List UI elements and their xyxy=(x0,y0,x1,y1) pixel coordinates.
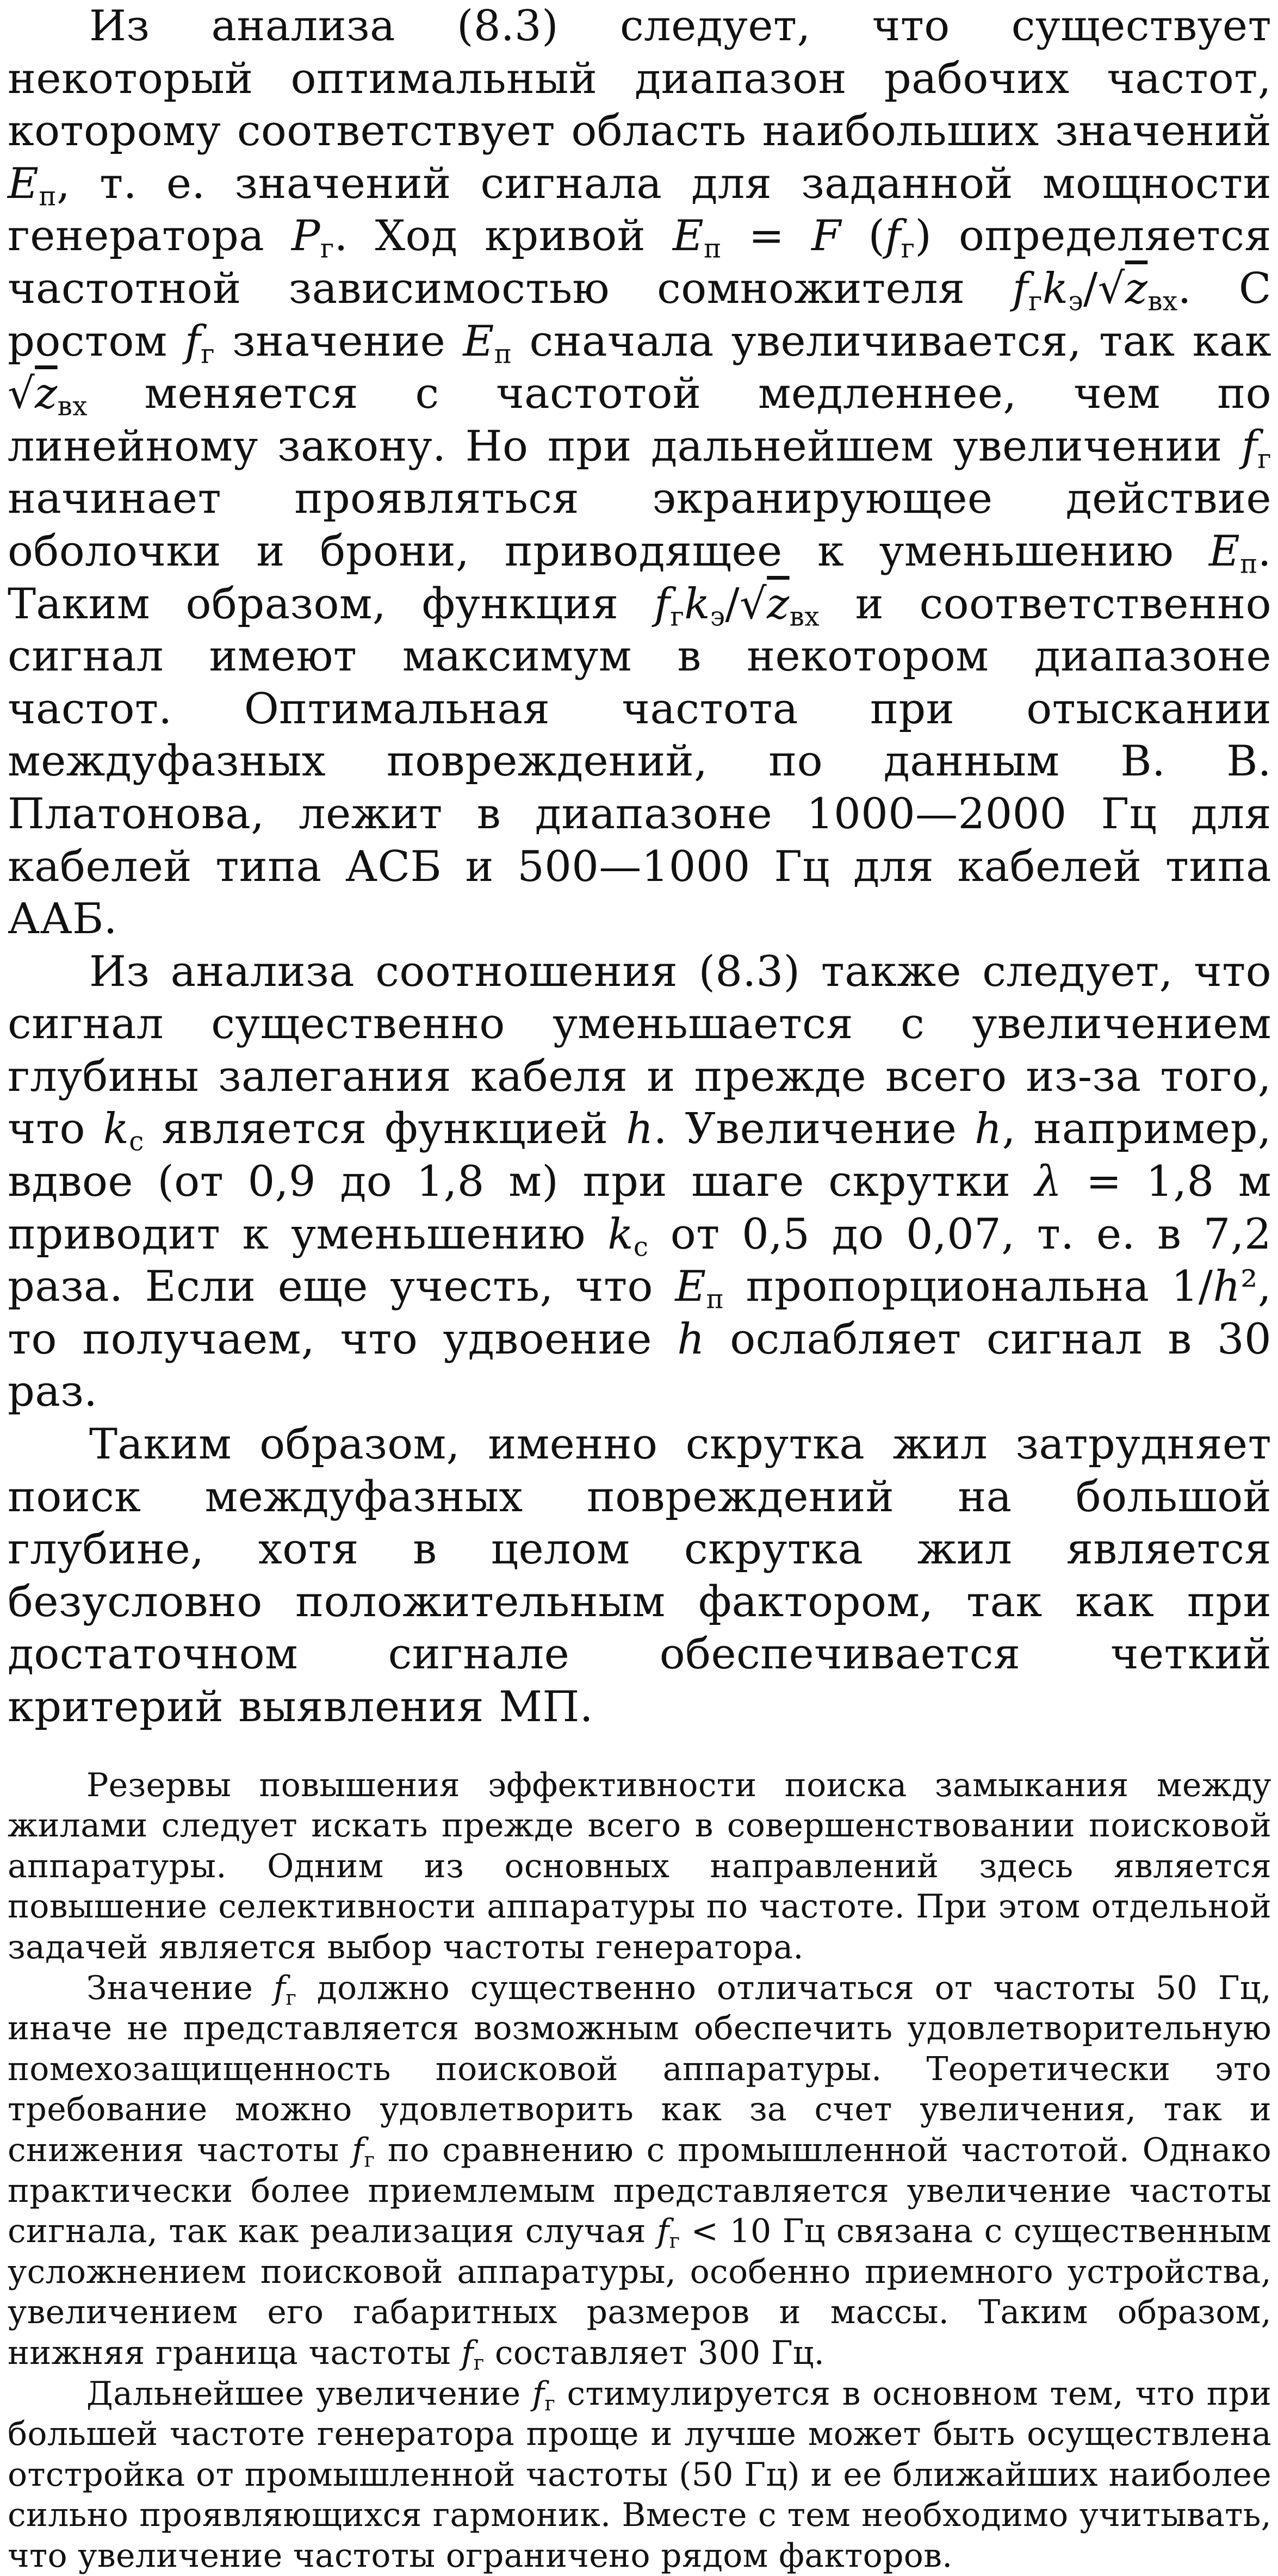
math-symbol: f xyxy=(1013,264,1028,313)
math-symbol: f xyxy=(654,580,670,629)
text-run: < 10 Гц связана с существенным усложнением поисковой аппаратуры, особенно приемного устройства, увеличением его габаритных размеров и массы. Таким образом, нижняя граница частоты xyxy=(8,2212,1271,2372)
text-run: ) определяется частотной зависимостью сомножителя xyxy=(8,212,1271,313)
math-symbol: k xyxy=(684,580,710,629)
subscript: г xyxy=(320,234,334,264)
text-run: = 1,8 м приводит к уменьшению xyxy=(8,1157,1271,1259)
subscript: п xyxy=(706,1284,724,1315)
subscript: г xyxy=(669,2229,680,2253)
math-symbol: λ xyxy=(1035,1157,1062,1206)
math-symbol: f xyxy=(461,2334,474,2372)
text-run: Из анализа (8.3) следует, что существует некоторый оптимальный диапазон рабочих частот, которому соответствует область наибольших значений xyxy=(8,2,1271,156)
subscript: п xyxy=(704,234,722,264)
text-run: составляет 300 Гц. xyxy=(485,2334,825,2372)
math-symbol: h xyxy=(677,1315,705,1364)
text-run: , то получаем, что удвоение xyxy=(8,1262,1271,1364)
text-run: = xyxy=(722,212,811,260)
math-symbol: F xyxy=(811,212,841,260)
subscript: г xyxy=(544,2391,555,2415)
math-symbol: h xyxy=(1213,1262,1241,1311)
text-run: ² xyxy=(1240,1262,1258,1311)
subscript: г xyxy=(286,1985,296,2009)
math-symbol: E xyxy=(8,159,39,208)
text-run: . Ход кривой xyxy=(334,212,673,260)
text-run: , например, вдвое (от 0,9 до 1,8 м) при шаге скрутки xyxy=(8,1104,1271,1206)
math-symbol: f xyxy=(532,2375,545,2413)
subscript: г xyxy=(474,2350,485,2374)
text-run: ( xyxy=(841,212,885,260)
subscript: п xyxy=(494,339,512,369)
paragraph-main-1 xyxy=(8,0,1271,946)
text-run: . С ростом xyxy=(8,264,1271,366)
math-symbol: z xyxy=(767,580,790,629)
subscript: г xyxy=(670,601,684,632)
math-symbol: f xyxy=(885,212,901,260)
math-symbol: h xyxy=(626,1104,654,1153)
text-run: . Увеличение xyxy=(654,1104,975,1153)
text-run: начинает проявляться экранирующее действие оболочки и брони, приводящее к уменьшению xyxy=(8,474,1271,576)
text-run: . Таким образом, функция xyxy=(8,527,1271,629)
subscript: г xyxy=(1257,444,1271,474)
text-run: Резервы повышения эффективности поиска замыкания между жилами следует искать прежде всего в совершенствовании поисковой аппаратуры. Одним из основных направлений здесь является повышение селективности аппаратуры по частоте. При этом отдельной задачей является выбор частоты генератора. xyxy=(8,1766,1271,1966)
math-symbol: E xyxy=(463,317,494,366)
text-run: /√ xyxy=(1083,264,1125,313)
text-run: является функцией xyxy=(144,1104,626,1153)
text-run: и соответственно сигнал имеют максимум в некотором диапазоне частот. Оптимальная частота при отыскании междуфазных повреждений, по данным В. В. Платонова, лежит в диапазоне 1000—2000 Гц для кабелей типа АСБ и 500—1000 Гц для кабелей типа ААБ. xyxy=(8,580,1271,944)
math-symbol: k xyxy=(607,1210,634,1259)
text-run: , т. е. значений сигнала для заданной мощности генератора xyxy=(8,159,1271,261)
text-run: должно существенно отличаться от частоты 50 Гц, иначе не представляется возможным обеспечить удовлетворительную помехозащищенность поисковой аппаратуры. Теоретически это требование можно удовлетворить как за счет увеличения, так и снижения частоты xyxy=(8,1969,1271,2169)
math-symbol: f xyxy=(657,2212,669,2250)
text-run: /√ xyxy=(725,580,767,629)
math-symbol: E xyxy=(1209,527,1240,576)
small-print-block xyxy=(8,1765,1271,2576)
math-symbol: z xyxy=(35,369,58,418)
text-run: меняется с частотой медленнее, чем по линейному закону. Но при дальнейшем увеличении xyxy=(8,369,1271,471)
math-symbol: E xyxy=(673,212,704,260)
paragraph-main-3 xyxy=(8,1418,1271,1734)
paragraph-main-2 xyxy=(8,946,1271,1418)
math-symbol: k xyxy=(1043,264,1069,313)
subscript: п xyxy=(1240,549,1258,579)
math-symbol: P xyxy=(291,212,320,260)
math-symbol: f xyxy=(352,2131,364,2169)
text-run: пропорциональна 1/ xyxy=(724,1262,1213,1311)
subscript: э xyxy=(1068,287,1083,317)
subscript: г xyxy=(201,339,215,369)
subscript: п xyxy=(39,181,57,212)
subscript: вх xyxy=(1147,287,1177,317)
text-run: сначала увеличивается, так как √ xyxy=(8,317,1271,419)
text-run: стимулируется в основном тем, что при большей частоте генератора проще и лучше может быть осуществлена отстройка от промышленной частоты (50 Гц) и ее ближайших наиболее сильно проявляющихся гармоник. Вместе с тем необходимо учитывать, что увеличение частоты ограничено рядом факторов. xyxy=(8,2375,1271,2575)
subscript: э xyxy=(710,601,725,632)
text-run: ослабляет сигнал в 30 раз. xyxy=(8,1315,1271,1417)
math-symbol: E xyxy=(675,1262,706,1311)
subscript: г xyxy=(1028,287,1043,317)
text-run: Таким образом, именно скрутка жил затрудняет поиск междуфазных повреждений на большой глубине, хотя в целом скрутка жил является безусловно положительным фактором, так как при достаточном сигнале обеспечивается четкий критерий выявления МП. xyxy=(8,1420,1271,1731)
subscript: вх xyxy=(790,601,820,632)
text-run: от 0,5 до 0,07, т. е. в 7,2 раза. Если еще учесть, что xyxy=(8,1210,1271,1312)
math-symbol: f xyxy=(1242,422,1257,471)
math-symbol: h xyxy=(975,1104,1002,1153)
paragraph-small-3 xyxy=(8,2374,1271,2576)
subscript: г xyxy=(901,234,915,264)
text-run: Из анализа соотношения (8.3) также следует, что сигнал существенно уменьшается с увеличением глубины залегания кабеля и прежде всего из-за того, что xyxy=(8,947,1271,1154)
subscript: вх xyxy=(58,392,88,422)
paragraph-small-1 xyxy=(8,1765,1271,1968)
text-run: значение xyxy=(215,317,463,366)
math-symbol: f xyxy=(185,317,201,366)
subscript: с xyxy=(634,1232,648,1262)
math-symbol: f xyxy=(274,1969,286,2007)
text-run: Значение xyxy=(86,1969,274,2007)
subscript: г xyxy=(364,2147,375,2171)
math-symbol: k xyxy=(103,1104,129,1153)
math-symbol: z xyxy=(1125,264,1148,313)
text-run: Дальнейшее увеличение xyxy=(86,2375,532,2413)
text-run: по сравнению с промышленной частотой. Однако практически более приемлемым представляется увеличение частоты сигнала, так как реализация случая xyxy=(8,2131,1271,2250)
subscript: с xyxy=(129,1127,144,1157)
main-text-block xyxy=(8,0,1271,1734)
paragraph-small-2 xyxy=(8,1968,1271,2374)
